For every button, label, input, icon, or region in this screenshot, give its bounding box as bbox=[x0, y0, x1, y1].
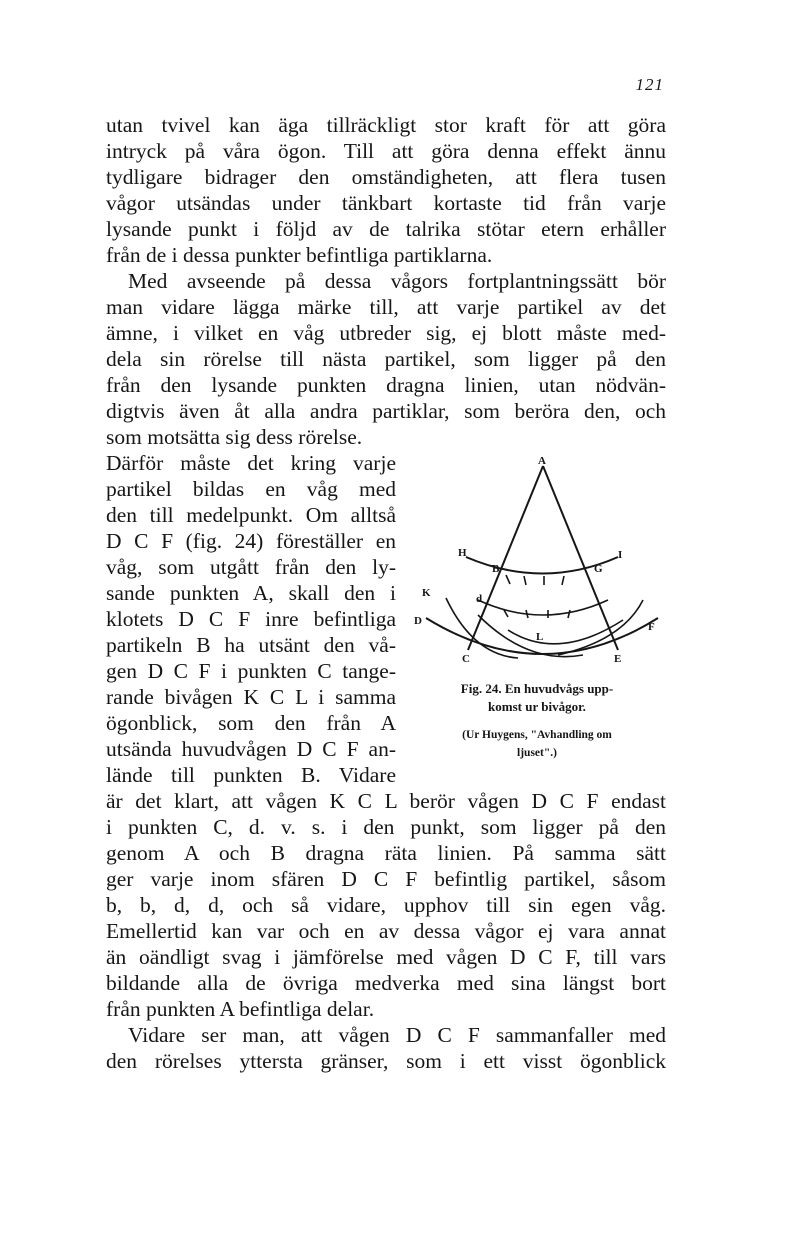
text-line: ämne, i vilket en våg utbreder sig, ej blott måste med- bbox=[106, 321, 666, 345]
label-k: K bbox=[422, 587, 431, 599]
label-g: G bbox=[594, 563, 603, 575]
text-line: än oändligt svag i jämförelse med vågen D C F, till vars bbox=[106, 945, 666, 969]
label-e: E bbox=[614, 653, 622, 665]
caption-line: komst ur bivågor. bbox=[488, 699, 586, 714]
label-d: d bbox=[476, 593, 483, 605]
text-line: ögonblick, som den från A bbox=[106, 711, 396, 735]
label-i: I bbox=[618, 549, 623, 561]
text-line: den rörelses yttersta gränser, som i ett visst ögonblick bbox=[106, 1049, 666, 1073]
label-l: L bbox=[536, 631, 544, 643]
cone-line-left bbox=[468, 466, 543, 650]
text-line: partikeln B ha utsänt den vå- bbox=[106, 633, 396, 657]
caption-line: Fig. 24. En huvudvågs upp- bbox=[460, 681, 614, 696]
text-line: utsända huvudvågen D C F an- bbox=[106, 737, 396, 761]
text-line: b, b, d, d, och så vidare, upphov till sin egen våg. bbox=[106, 893, 666, 917]
text-line: digtvis även åt alla andra partiklar, som beröra den, och bbox=[106, 399, 666, 423]
huygens-wave-diagram bbox=[408, 450, 666, 675]
text-line: dela sin rörelse till nästa partikel, som ligger på den bbox=[106, 347, 666, 371]
text-line: Därför måste det kring varje bbox=[106, 451, 396, 475]
text-line: ger varje inom sfären D C F befintlig partikel, såsom bbox=[106, 867, 666, 891]
text-line: partikel bildas en våg med bbox=[106, 477, 396, 501]
text-line: intryck på våra ögon. Till att göra denna effekt ännu bbox=[106, 139, 666, 163]
text-line: gen D C F i punkten C tange- bbox=[106, 659, 396, 683]
text-line: lysande punkt i följd av de talrika stötar etern erhåller bbox=[106, 217, 666, 241]
text-line: Med avseende på dessa vågors fortplantningssätt bör bbox=[128, 269, 666, 293]
figure-source bbox=[408, 726, 666, 762]
text-line: Emellertid kan var och en av dessa vågor ej vara annat bbox=[106, 919, 666, 943]
source-line: (Ur Huygens, "Avhandling om bbox=[462, 729, 612, 741]
secondary-wavelet bbox=[446, 598, 518, 658]
paragraph-block-bottom bbox=[106, 788, 666, 1074]
text-line: vågor utsändas under tänkbart kortaste tid från varje bbox=[106, 191, 666, 215]
paragraph-block-wrap bbox=[106, 450, 396, 788]
label-f: F bbox=[648, 621, 655, 633]
text-line: utan tvivel kan äga tillräckligt stor kraft för att göra bbox=[106, 113, 666, 137]
label-d-upper: D bbox=[414, 615, 422, 627]
text-line: våg, som utgått från den ly- bbox=[106, 555, 396, 579]
label-h: H bbox=[458, 547, 467, 559]
text-line: som motsätta sig dess rörelse. bbox=[106, 425, 363, 449]
label-a: A bbox=[538, 455, 546, 467]
text-line: är det klart, att vågen K C L berör vågen D C F endast bbox=[106, 789, 666, 813]
text-line: tydligare bidrager den omständigheten, att flera tusen bbox=[106, 165, 666, 189]
text-line: lände till punkten B. Vidare bbox=[106, 763, 396, 787]
label-c: C bbox=[462, 653, 470, 665]
figure-24 bbox=[408, 450, 666, 780]
text-line: från den lysande punkten dragna linien, utan nödvän- bbox=[106, 373, 666, 397]
page-number: 121 bbox=[635, 75, 664, 94]
cone-line-right bbox=[543, 466, 618, 650]
text-line: från punkten A befintliga delar. bbox=[106, 997, 375, 1021]
text-line: klotets D C F inre befintliga bbox=[106, 607, 396, 631]
paragraph-block-top bbox=[106, 112, 666, 450]
text-line: i punkten C, d. v. s. i den punkt, som ligger på den bbox=[106, 815, 666, 839]
text-line: från de i dessa punkter befintliga partiklarna. bbox=[106, 243, 493, 267]
text-line: sande punkten A, skall den i bbox=[106, 581, 396, 605]
text-line: rande bivågen K C L i samma bbox=[106, 685, 396, 709]
text-line: den till medelpunkt. Om alltså bbox=[106, 503, 396, 527]
text-line: bildande alla de övriga medverka med sina längst bort bbox=[106, 971, 666, 995]
secondary-wavelet bbox=[508, 620, 623, 644]
text-line: Vidare ser man, att vågen D C F sammanfaller med bbox=[128, 1023, 666, 1047]
secondary-wavelet bbox=[478, 600, 608, 615]
source-line: ljuset".) bbox=[517, 747, 557, 759]
text-line: D C F (fig. 24) föreställer en bbox=[106, 529, 396, 553]
label-b: B bbox=[492, 563, 500, 575]
text-line: man vidare lägga märke till, att varje partikel av det bbox=[106, 295, 666, 319]
figure-caption bbox=[408, 680, 666, 716]
text-line: genom A och B dragna räta linien. På samma sätt bbox=[106, 841, 666, 865]
secondary-wavelet bbox=[478, 615, 583, 657]
